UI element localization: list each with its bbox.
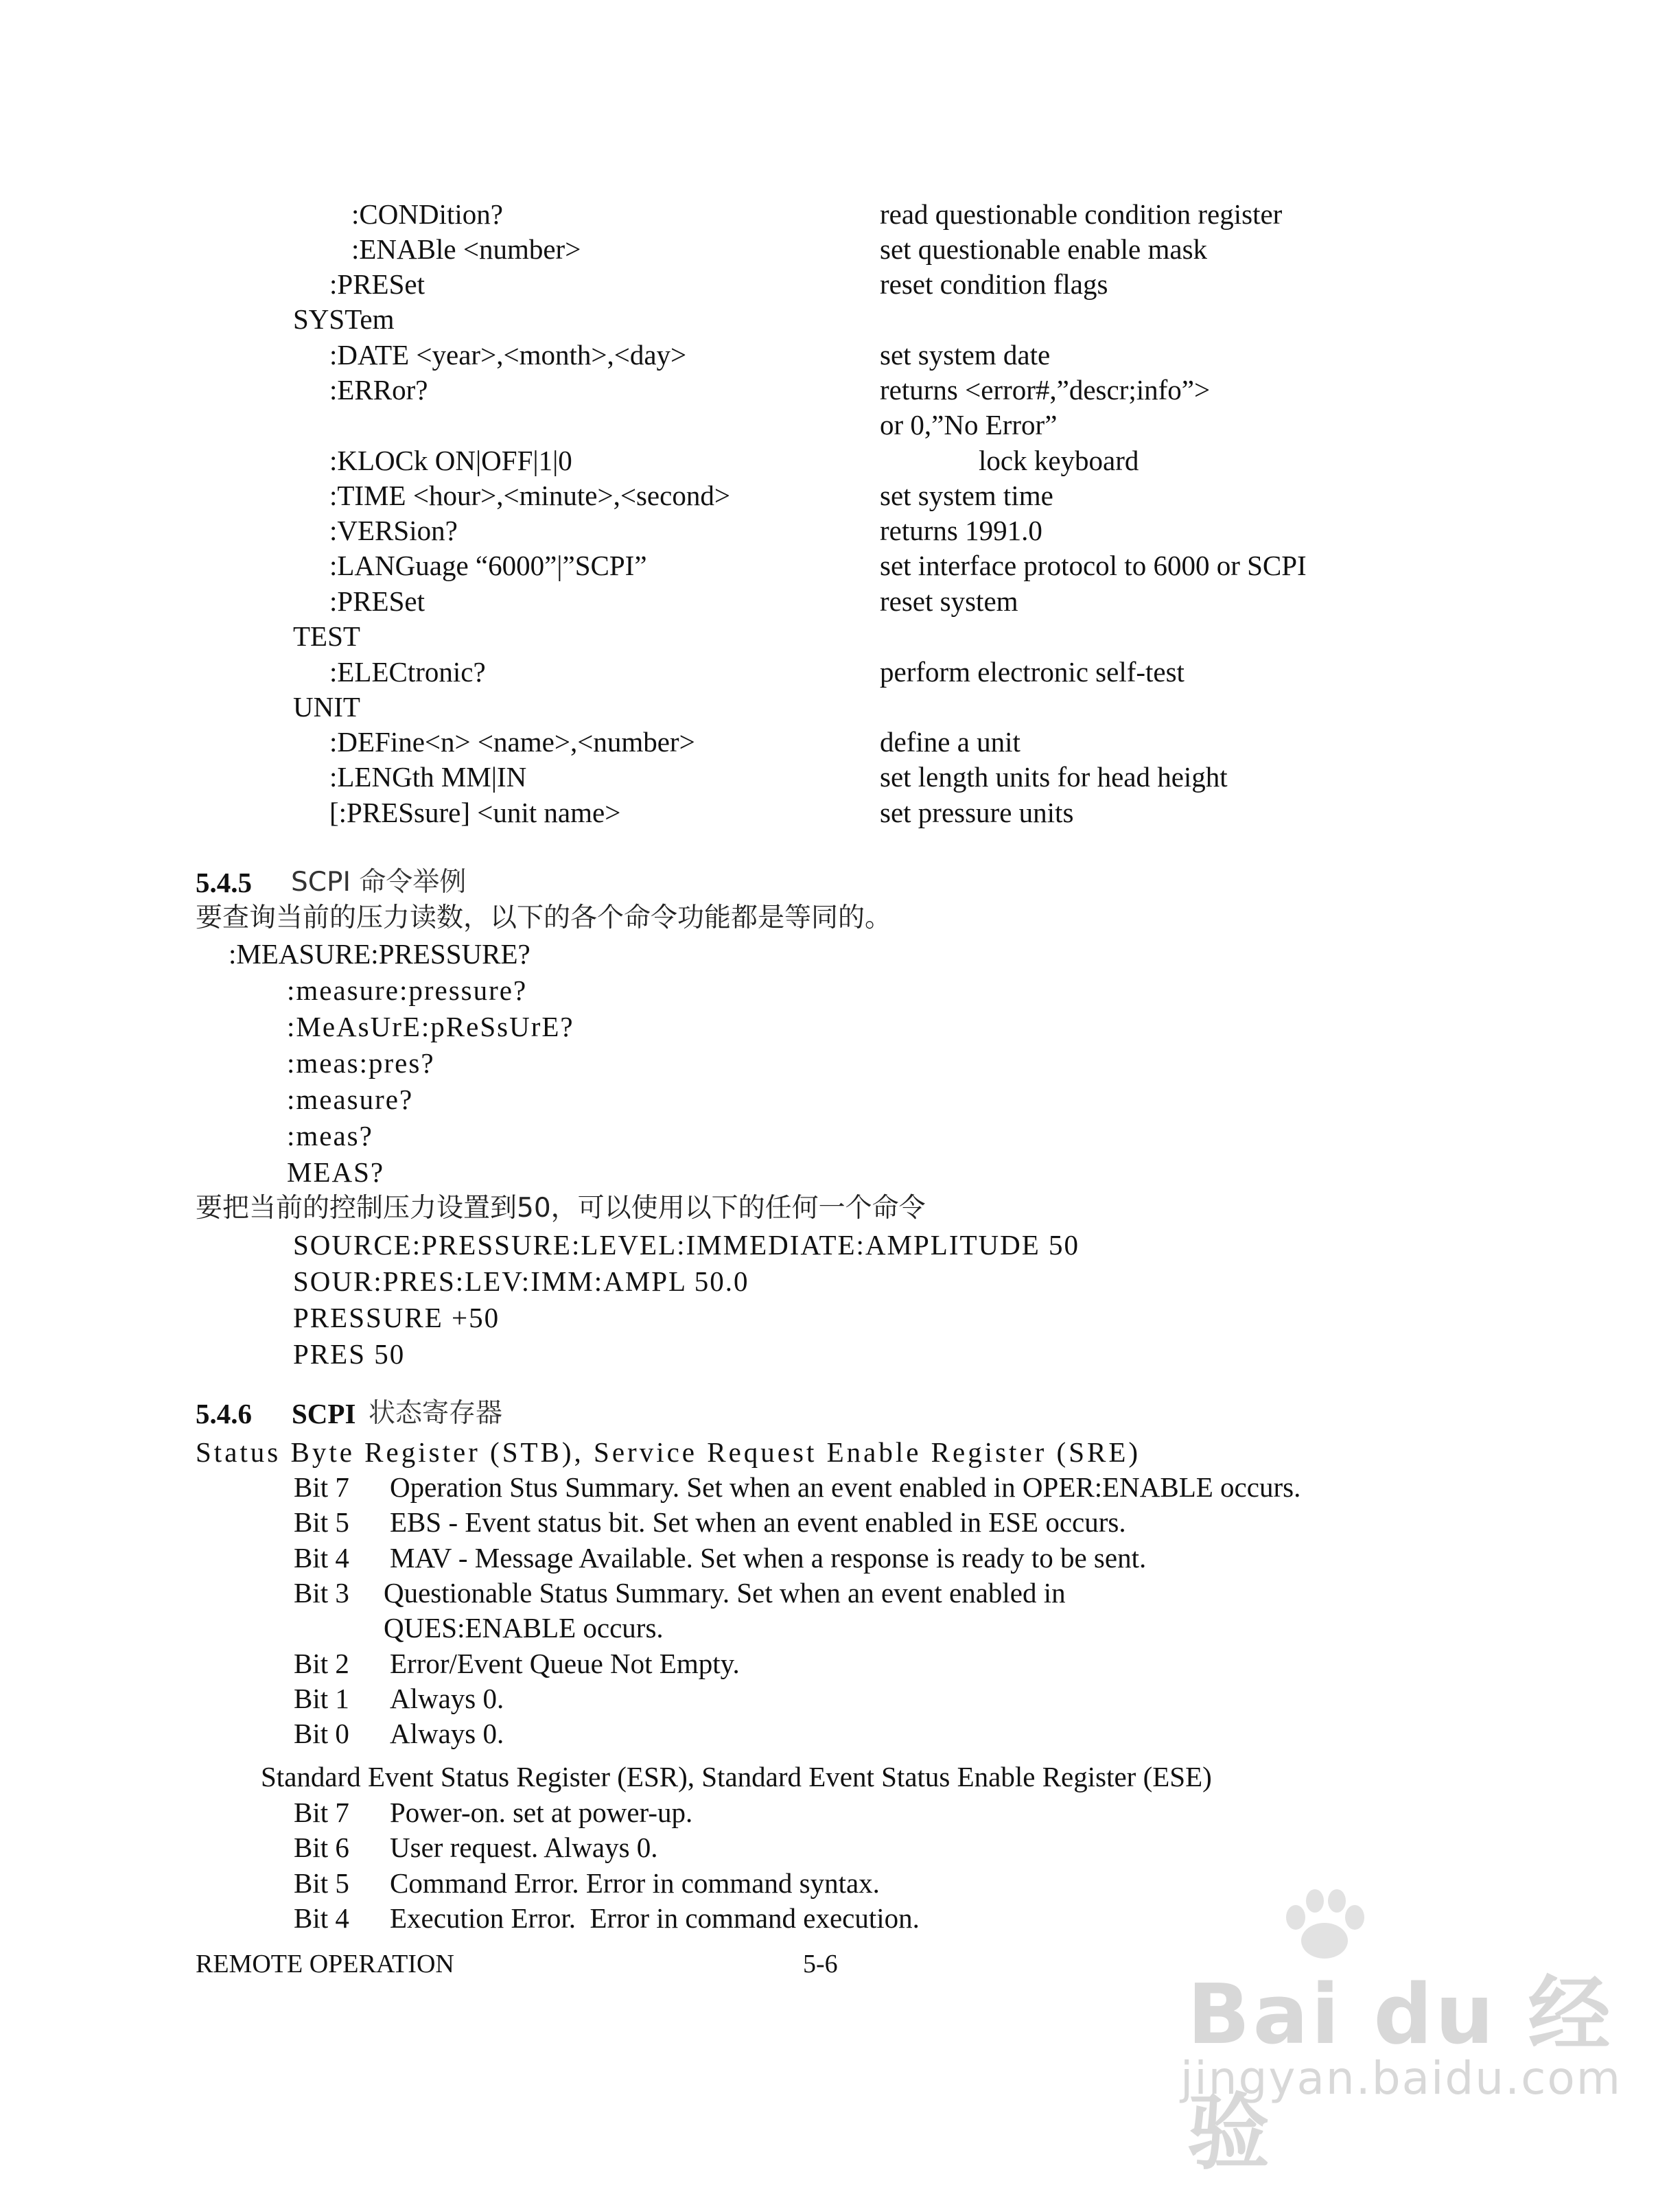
bit-label: Bit 2 (294, 1648, 349, 1679)
bit-description: Questionable Status Summary. Set when an event enabled in (384, 1577, 1066, 1609)
section-title-en: SCPI (292, 1398, 356, 1429)
page-number: 5-6 (803, 1950, 838, 1978)
cmd-cell: :ERRor? (329, 374, 428, 406)
bit-label: Bit 6 (294, 1832, 349, 1863)
cmd-cell: :PRESet (329, 585, 425, 617)
section-number: 5.4.6 (196, 1398, 252, 1429)
desc-cell: set system time (880, 480, 1053, 511)
bit-label: Bit 7 (294, 1471, 349, 1503)
paragraph: 要查询当前的压力读数，以下的各个命令功能都是等同的。 (196, 902, 892, 933)
cmd-cell: SYSTem (293, 303, 395, 335)
bit-label: Bit 5 (294, 1867, 349, 1899)
cmd-cell: :TIME <hour>,<minute>,<second> (329, 480, 730, 511)
section-title-cn: 状态寄存器 (369, 1398, 503, 1429)
code-line: PRESSURE +50 (293, 1302, 500, 1333)
desc-cell: set questionable enable mask (880, 233, 1208, 265)
bit-label: Bit 4 (294, 1902, 349, 1934)
code-line: :measure:pressure? (287, 974, 528, 1006)
cmd-cell: :DATE <year>,<month>,<day> (329, 339, 687, 371)
bit-description: QUES:ENABLE occurs. (384, 1612, 664, 1644)
code-line: :meas? (287, 1120, 373, 1152)
footer-left: REMOTE OPERATION (196, 1950, 454, 1978)
desc-cell: read questionable condition register (880, 198, 1283, 230)
cmd-cell: :LANGuage “6000”|”SCPI” (329, 550, 647, 581)
code-line: :meas:pres? (287, 1047, 435, 1079)
bit-label: Bit 5 (294, 1506, 349, 1538)
register-heading: Standard Event Status Register (ESR), Standard Event Status Enable Register (ESE) (261, 1761, 1212, 1792)
code-line: :MEASURE:PRESSURE? (229, 938, 530, 970)
cmd-cell: :LENGth MM|IN (329, 761, 527, 793)
bit-description: MAV - Message Available. Set when a response is ready to be sent. (390, 1542, 1147, 1574)
cmd-cell: :ELECtronic? (329, 656, 486, 688)
cmd-cell: UNIT (293, 691, 360, 723)
desc-cell: define a unit (880, 726, 1020, 758)
cmd-cell: [:PRESsure] <unit name> (329, 797, 621, 828)
desc-cell: reset system (880, 585, 1018, 617)
watermark-brand: Bai du 经验 (1187, 1967, 1613, 2181)
cmd-cell: :DEFine<n> <name>,<number> (329, 726, 695, 758)
bit-label: Bit 7 (294, 1797, 349, 1828)
code-line: MEAS? (287, 1156, 385, 1188)
paragraph: 要把当前的控制压力设置到50，可以使用以下的任何一个命令 (196, 1193, 926, 1224)
bit-description: Execution Error. Error in command execution. (390, 1902, 920, 1934)
desc-cell: perform electronic self-test (880, 656, 1185, 688)
desc-cell: set length units for head height (880, 761, 1228, 793)
code-line: SOURCE:PRESSURE:LEVEL:IMMEDIATE:AMPLITUDE 50 (293, 1229, 1080, 1261)
watermark-url: jingyan.baidu.com (1180, 2052, 1622, 2105)
section-number: 5.4.5 (196, 867, 252, 898)
bit-description: User request. Always 0. (390, 1832, 658, 1863)
bit-label: Bit 4 (294, 1542, 349, 1574)
code-line: PRES 50 (293, 1338, 406, 1370)
bit-description: Operation Stus Summary. Set when an event enabled in OPER:ENABLE occurs. (390, 1471, 1301, 1503)
bit-description: EBS - Event status bit. Set when an event enabled in ESE occurs. (390, 1506, 1126, 1538)
bit-description: Power-on. set at power-up. (390, 1797, 693, 1828)
cmd-cell: :ENABle <number> (351, 233, 581, 265)
desc-cell: set interface protocol to 6000 or SCPI (880, 550, 1307, 581)
bit-label: Bit 0 (294, 1718, 349, 1749)
cmd-cell: :KLOCk ON|OFF|1|0 (329, 445, 572, 476)
register-heading: Status Byte Register (STB), Service Request Enable Register (SRE) (196, 1436, 1141, 1468)
cmd-cell: TEST (293, 620, 360, 652)
bit-description: Command Error. Error in command syntax. (390, 1867, 880, 1899)
bit-description: Always 0. (390, 1683, 504, 1714)
bit-description: Always 0. (390, 1718, 504, 1749)
desc-cell: set pressure units (880, 797, 1074, 828)
bit-label: Bit 1 (294, 1683, 349, 1714)
bit-description: Error/Event Queue Not Empty. (390, 1648, 740, 1679)
desc-cell: returns 1991.0 (880, 515, 1042, 546)
desc-cell: returns <error#,”descr;info”> (880, 374, 1211, 406)
code-line: SOUR:PRES:LEV:IMM:AMPL 50.0 (293, 1265, 749, 1297)
desc-cell: set system date (880, 339, 1051, 371)
cmd-cell: :PRESet (329, 268, 425, 300)
code-line: :MeAsUrE:pReSsUrE? (287, 1011, 574, 1042)
code-line: :measure? (287, 1084, 414, 1115)
desc-cell: lock keyboard (979, 445, 1139, 476)
bit-label: Bit 3 (294, 1577, 349, 1609)
desc-cell: reset condition flags (880, 268, 1108, 300)
cmd-cell: :CONDition? (351, 198, 503, 230)
desc-cell: or 0,”No Error” (880, 409, 1058, 441)
cmd-cell: :VERSion? (329, 515, 458, 546)
section-title: SCPI 命令举例 (291, 867, 467, 898)
